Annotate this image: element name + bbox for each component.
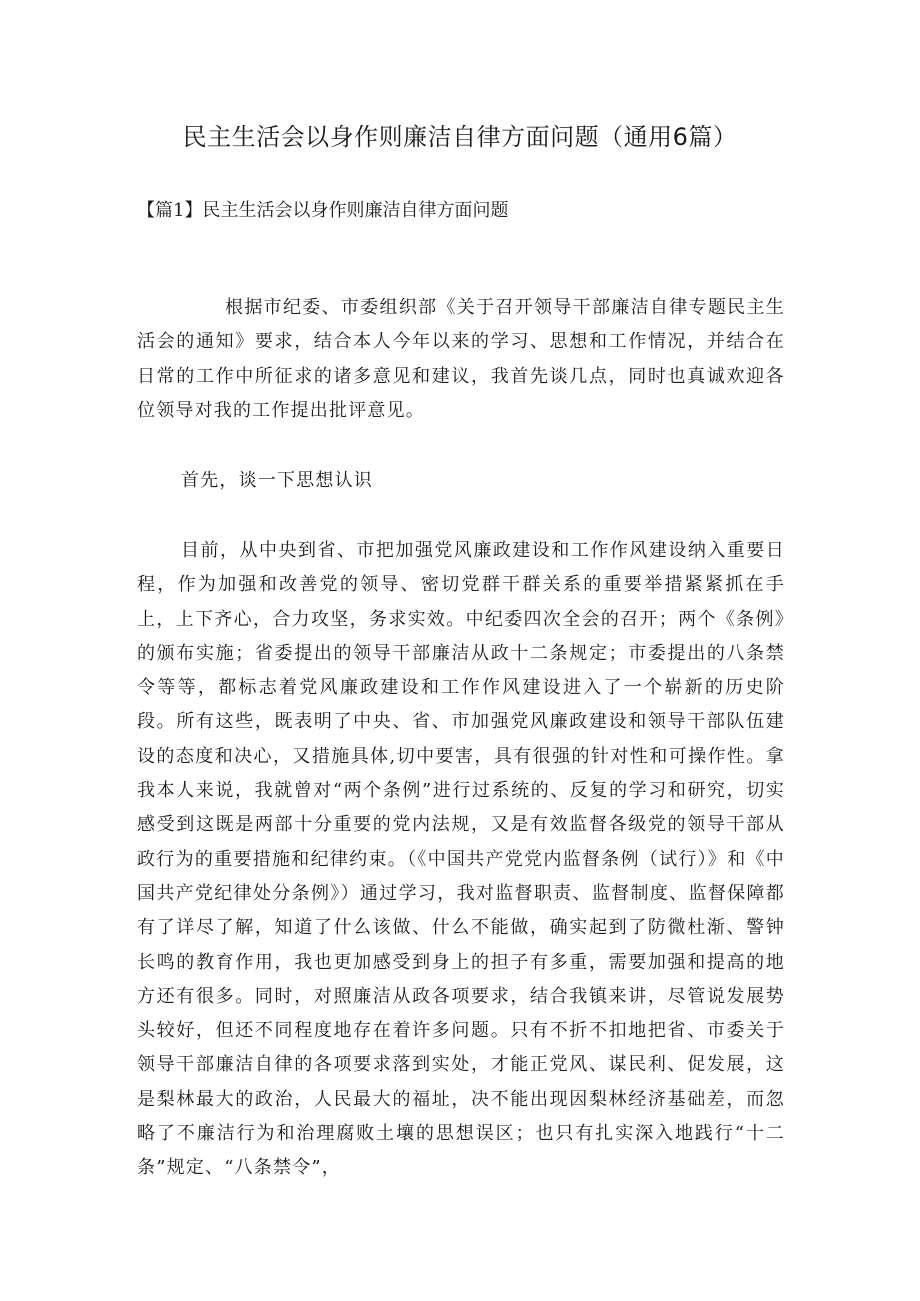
body-paragraph-3: 目前，从中央到省、市把加强党风廉政建设和工作作风建设纳入重要日程，作为加强和改善党的领导、密切党群干群关系的重要举措紧紧抓在手上，上下齐心，合力攻坚，务求实效。中纪委四次全会的召开；两个《条例》的颁布实施；省委提出的领导干部廉洁从政十二条规定；市委提出的八条禁令等等，都标志着党风廉政建设和工作作风建设进入了一个崭新的历史阶段。所有这些，既表明了中央、省、市加强党风廉政建设和领导干部队伍建设的态度和决心，又措施具体,切中要害，具有很强的针对性和可操作性。拿我本人来说，我就曾对“两个条例”进行过系统的、反复的学习和研究，切实感受到这既是两部十分重要的党内法规，又是有效监督各级党的领导干部从政行为的重要措施和纪律约束。（《中国共产党党内监督条例（试行）》和《中国共产党纪律处分条例》）通过学习，我对监督职责、监督制度、监督保障都有了详尽了解，知道了什么该做、什么不能做，确实起到了防微杜渐、警钟长鸣的教育作用，我也更加感受到身上的担子有多重，需要加强和提高的地方还有很多。同时，对照廉洁从政各项要求，结合我镇来讲，尽管说发展势头较好，但还不同程度地存在着许多问题。只有不折不扣地把省、市委关于领导干部廉洁自律的各项要求落到实处，才能正党风、谋民利、促发展，这是梨林最大的政治，人民最大的福址，决不能出现因梨林经济基础差，而忽略了不廉洁行为和治理腐败土壤的思想误区；也只有扎实深入地践行“十二条”规定、“八条禁令”， [137, 540, 785, 1179]
document-title: 民主生活会以身作则廉洁自律方面问题（通用6篇） [182, 123, 738, 151]
body-paragraph-2: 首先，谈一下思想认识 [181, 470, 373, 491]
section-heading: 【篇1】民主生活会以身作则廉洁自律方面问题 [137, 200, 509, 221]
body-paragraph-1: 根据市纪委、市委组织部《关于召开领导干部廉洁自律专题民主生活会的通知》要求，结合本人今年以来的学习、思想和工作情况，并结合在日常的工作中所征求的诸多意见和建议，我首先谈几点，同时也真诚欢迎各位领导对我的工作提出批评意见。 [137, 297, 785, 421]
